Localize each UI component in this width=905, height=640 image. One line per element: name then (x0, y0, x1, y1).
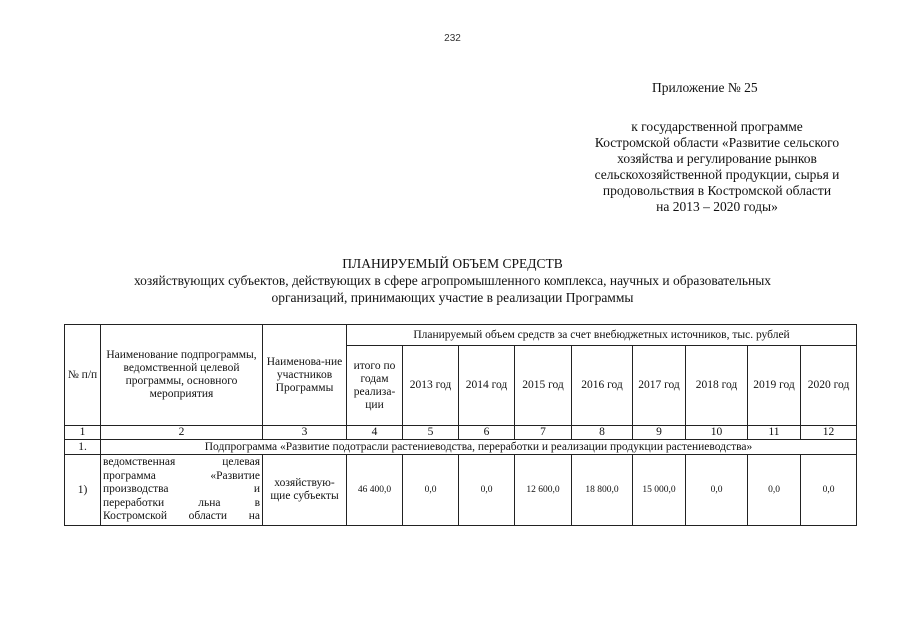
column-number: 7 (515, 426, 572, 440)
row-value: 12 600,0 (515, 455, 572, 526)
appendix-subtitle-line: хозяйства и регулирование рынков (617, 151, 817, 166)
heading-line: организаций, принимающих участие в реализации Программы (271, 290, 634, 305)
row-name-line: Костромской области на (103, 510, 260, 523)
row-value: 18 800,0 (572, 455, 633, 526)
column-number: 6 (459, 426, 515, 440)
column-number: 2 (101, 426, 263, 440)
header-year: 2016 год (572, 346, 633, 426)
appendix-title: Приложение № 25 (652, 80, 758, 95)
row-total: 46 400,0 (347, 455, 403, 526)
table-row (65, 455, 857, 526)
page-number: 232 (444, 33, 461, 44)
funds-table (64, 324, 857, 526)
header-total: итого по годам реализа-ции (347, 346, 403, 426)
appendix-subtitle-line: продовольствия в Костромской области (602, 183, 832, 198)
heading-line: хозяйствующих субъектов, действующих в сфере агропромышленного комплекса, научных и образовательных (133, 273, 772, 288)
row-number: 1) (65, 455, 101, 526)
row-name-line: производства и (103, 483, 260, 496)
header-year: 2014 год (459, 346, 515, 426)
row-name-line: ведомственная целевая (103, 456, 260, 469)
column-number: 12 (801, 426, 857, 440)
column-number: 5 (403, 426, 459, 440)
row-value: 0,0 (686, 455, 748, 526)
header-name: Наименование подпрограммы, ведомственной целевой программы, основного мероприятия (101, 325, 263, 426)
column-number: 8 (572, 426, 633, 440)
header-year: 2018 год (686, 346, 748, 426)
appendix-subtitle-line: к государственной программе (631, 119, 803, 134)
row-name-line: программа «Развитие (103, 469, 260, 482)
document-heading (0, 255, 905, 306)
row-value: 0,0 (459, 455, 515, 526)
appendix-subtitle-line: сельскохозяйственной продукции, сырья и (594, 167, 840, 182)
row-value: 0,0 (801, 455, 857, 526)
appendix-subtitle-line: Костромской области «Развитие сельского (594, 135, 840, 150)
row-name-line: переработки льна в (103, 496, 260, 509)
header-year: 2019 год (748, 346, 801, 426)
column-number: 3 (263, 426, 347, 440)
appendix-subtitle-line: на 2013 – 2020 годы» (656, 199, 778, 214)
subprogram-title: Подпрограмма «Развитие подотрасли растениеводства, переработки и реализации продукции растениеводства» (101, 440, 857, 455)
header-year: 2020 год (801, 346, 857, 426)
header-number: № п/п (65, 325, 101, 426)
heading-title: ПЛАНИРУЕМЫЙ ОБЪЕМ СРЕДСТВ (342, 256, 563, 271)
column-number: 9 (633, 426, 686, 440)
header-year: 2013 год (403, 346, 459, 426)
column-number: 11 (748, 426, 801, 440)
column-number: 10 (686, 426, 748, 440)
column-number: 1 (65, 426, 101, 440)
row-name (101, 455, 263, 526)
row-value: 15 000,0 (633, 455, 686, 526)
row-participants: хозяйствую-щие субъекты (263, 455, 347, 526)
header-year: 2017 год (633, 346, 686, 426)
appendix-subtitle (572, 119, 862, 215)
header-participants: Наименова-ние участников Программы (263, 325, 347, 426)
header-funds: Планируемый объем средств за счет внебюджетных источников, тыс. рублей (347, 325, 857, 346)
subprogram-number: 1. (65, 440, 101, 455)
column-number: 4 (347, 426, 403, 440)
header-year: 2015 год (515, 346, 572, 426)
row-value: 0,0 (403, 455, 459, 526)
row-value: 0,0 (748, 455, 801, 526)
